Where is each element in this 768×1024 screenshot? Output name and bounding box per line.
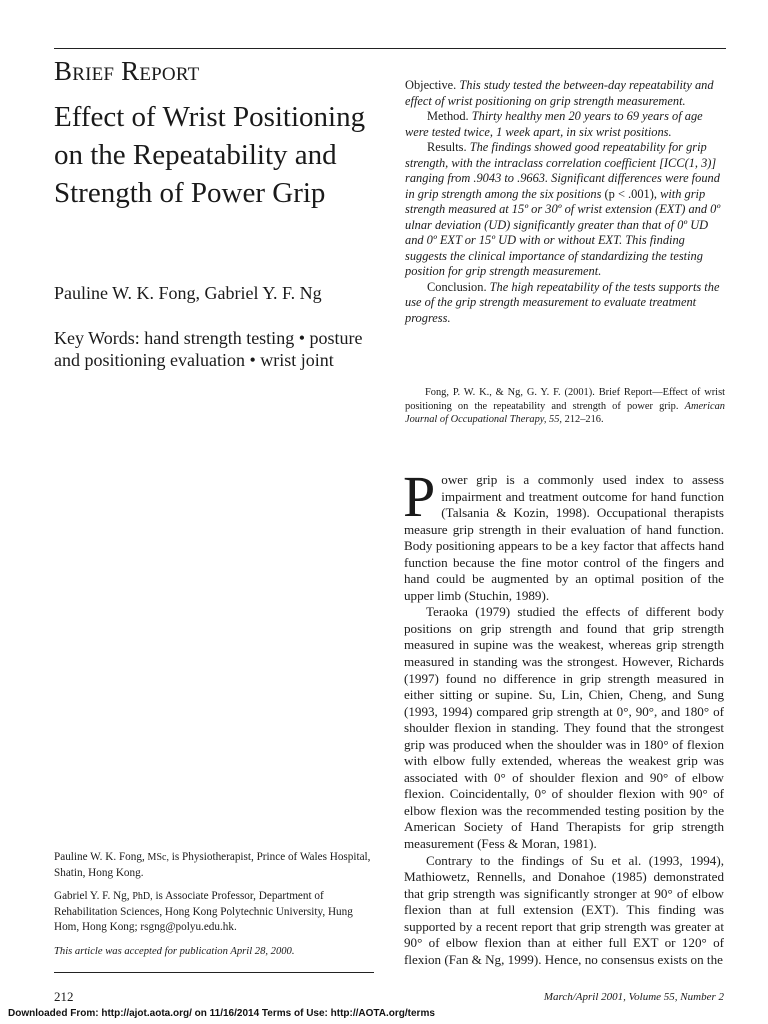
citation-text: Fong, P. W. K., & Ng, G. Y. F. (2001). Brief Report—Effect of wrist positioning on the repeatability and strength of power grip. — [405, 387, 725, 412]
footnote-fong-text: is Physiotherapist, Prince of Wales Hospital, Shatin, Hong Kong. — [54, 851, 371, 879]
citation — [405, 386, 725, 427]
abstract-results — [405, 140, 723, 280]
abstract-conclusion — [405, 280, 723, 327]
footnote-rule — [54, 972, 374, 973]
author-footnotes — [54, 850, 374, 967]
footnote-fong-name: Pauline W. K. Fong, — [54, 851, 145, 863]
key-words: Key Words: hand strength testing • posture and positioning evaluation • wrist joint — [54, 328, 363, 370]
body-paragraph-1 — [403, 464, 724, 604]
results-label: Results. — [427, 140, 467, 154]
page-number: 212 — [54, 989, 74, 1004]
objective-label: Objective. — [405, 78, 457, 92]
footnote-ng — [54, 889, 374, 936]
footnote-ng-credential: PhD, — [132, 891, 153, 902]
body-text — [403, 464, 724, 968]
article-title: Effect of Wrist Positioning on the Repeatability and Strength of Power Grip — [54, 101, 366, 209]
conclusion-label: Conclusion. — [427, 279, 487, 294]
author-list: Pauline W. K. Fong, Gabriel Y. F. Ng — [54, 283, 322, 303]
conclusion-text: The high repeatability of the tests supports the use of the grip strength measurement to evaluate treatment progress. — [405, 279, 720, 325]
running-footer: March/April 2001, Volume 55, Number 2 — [543, 991, 724, 1003]
body-paragraph-2: Teraoka (1979) studied the effects of different body positions on grip strength and found that grip strength measured in supine was the weakest, whereas grip strength measured in standing was the strongest. However, Richards (1997) found no difference in grip strength measured in either sitting or supine. Su, Lin, Chien, Cheng, and Sung (1993, 1994) compared grip strength at 0°, 90°, and 180° of shoulder flexion in standing. They found that the strongest grip was produced when the shoulder was in 180° of flexion with elbow fully extended, whereas the weakest grip was associated with 0° of shoulder flexion and 90° of elbow flexion. Coincidentally, 0° of shoulder flexion with 90° of elbow flexion was the recommended testing position by the American Society of Hand Therapists for grip strength measurement (Fess & Moran, 1981). — [404, 604, 724, 852]
abstract — [405, 78, 723, 326]
footnote-ng-name: Gabriel Y. F. Ng, — [54, 890, 130, 902]
results-text-continued: with grip strength measured at 15º or 30º of wrist extension (EXT) and 0º ulnar deviation (UD) significantly greater than that of 0º UD and 0º EXT or 15º UD with or without EXT. This finding suggests the clinical importance of standardizing the testing position for grip strength measurement. — [405, 186, 721, 278]
acceptance-note: This article was accepted for publication April 28, 2000. — [54, 945, 295, 957]
drop-cap: P — [403, 464, 436, 529]
method-text: Thirty healthy men 20 years to 69 years of age were tested twice, 1 week apart, in six wrist positions. — [405, 109, 703, 139]
footnote-ng-text: is Associate Professor, Department of Rehabilitation Sciences, Hong Kong Polytechnic University, Hung Hom, Hong Kong; rsgng@polyu.edu.hk. — [54, 890, 353, 933]
footnote-fong — [54, 850, 374, 881]
results-text: The findings showed good repeatability for grip strength, with the intraclass correlation coefficient [ICC(1, 3)] ranging from .9043 to .9663. Significant differences were found in grip strength among the six positions — [405, 140, 720, 201]
objective-text: This study tested the between-day repeatability and effect of wrist positioning on grip strength measurement. — [405, 78, 714, 108]
download-notice: Downloaded From: http://ajot.aota.org/ on 11/16/2014 Terms of Use: http://AOTA.org/terms — [8, 1008, 435, 1019]
section-label: Brief Report — [54, 56, 200, 86]
top-rule — [54, 48, 726, 49]
body-paragraph-3: Contrary to the findings of Su et al. (1993, 1994), Mathiowetz, Rennells, and Donahoe (1985) demonstrated that grip strength was significantly stronger at 90° of elbow flexion than at full extension (EXT). This finding was supported by a recent report that grip strength was greater at 90° of elbow flexion than at either full EXT or 120° of flexion (Fan & Ng, 1999). Hence, no consensus exists on the — [404, 852, 724, 967]
results-p-value: (p < .001), — [604, 186, 657, 201]
abstract-method — [405, 109, 723, 140]
method-label: Method. — [427, 109, 469, 123]
body-paragraph-1-text: ower grip is a commonly used index to assess impairment and treatment outcome for hand function (Talsania & Kozin, 1998). Occupational therapists measure grip strength in their evaluation of hand function. Body positioning appears to be a key factor that affects hand function because the fine motor control of the fingers and hand could be augmented by an optimal position of the upper limb (Stuchin, 1989). — [404, 472, 724, 603]
footnote-fong-credential: MSc, — [147, 852, 169, 863]
abstract-objective — [405, 78, 723, 109]
citation-pages: 212–216. — [564, 414, 604, 426]
citation-journal: American Journal of Occupational Therapy, 55, — [405, 400, 725, 426]
